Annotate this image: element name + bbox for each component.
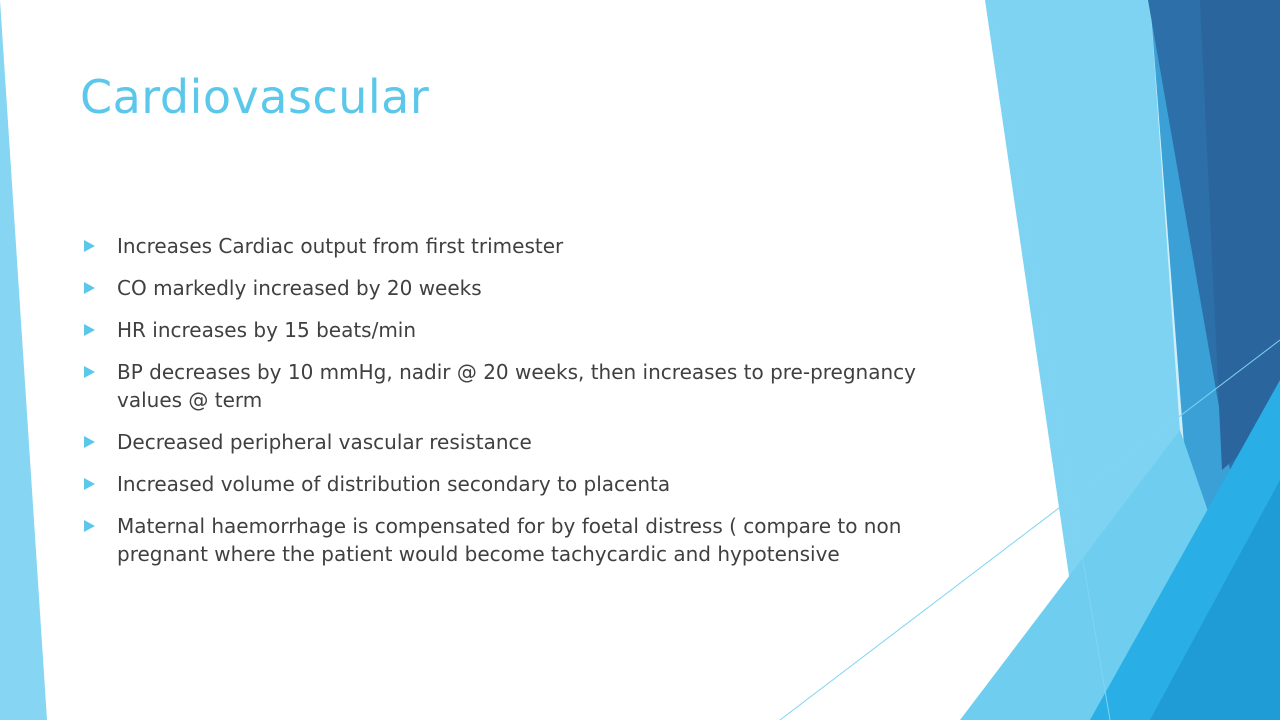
list-item bbox=[80, 470, 980, 498]
list-item bbox=[80, 512, 980, 568]
triangle-right-icon bbox=[84, 478, 95, 490]
triangle-right-icon bbox=[84, 520, 95, 532]
bullet-text: BP decreases by 10 mmHg, nadir @ 20 weeks, then increases to pre-pregnancy values @ term bbox=[117, 360, 916, 412]
slide-title: Cardiovascular bbox=[80, 70, 430, 124]
bullet-text: Maternal haemorrhage is compensated for by foetal distress ( compare to non pregnant where the patient would become tachycardic and hypotensive bbox=[117, 514, 902, 566]
list-item bbox=[80, 428, 980, 456]
list-item bbox=[80, 274, 980, 302]
bullet-text: HR increases by 15 beats/min bbox=[117, 318, 417, 342]
triangle-right-icon bbox=[84, 240, 95, 252]
triangle-right-icon bbox=[84, 324, 95, 336]
bullet-text: Increased volume of distribution secondary to placenta bbox=[117, 472, 671, 496]
list-item bbox=[80, 316, 980, 344]
bullet-list bbox=[80, 232, 980, 582]
triangle-right-icon bbox=[84, 366, 95, 378]
left-edge-shape bbox=[0, 0, 47, 720]
list-item bbox=[80, 232, 980, 260]
triangle-right-icon bbox=[84, 436, 95, 448]
list-item bbox=[80, 358, 980, 414]
bullet-text: Decreased peripheral vascular resistance bbox=[117, 430, 532, 454]
bullet-text: CO markedly increased by 20 weeks bbox=[117, 276, 482, 300]
bullet-text: Increases Cardiac output from first trimester bbox=[117, 234, 564, 258]
triangle-right-icon bbox=[84, 282, 95, 294]
